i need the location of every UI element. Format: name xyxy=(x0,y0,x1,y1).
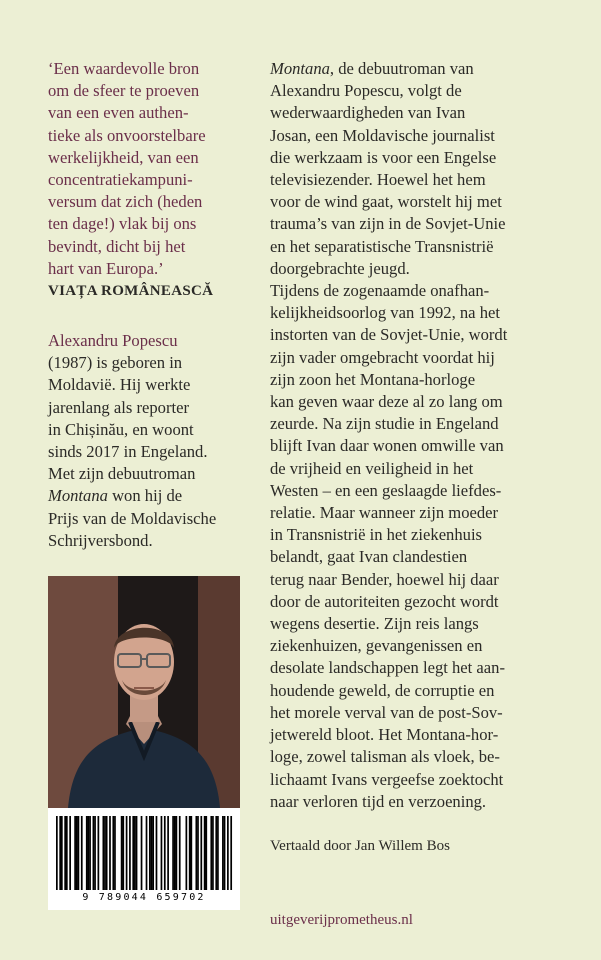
barcode-bar xyxy=(69,816,71,890)
barcode-bar xyxy=(88,816,90,890)
barcode-bar xyxy=(204,816,206,890)
barcode-bars xyxy=(48,808,240,890)
barcode-bar xyxy=(78,816,80,890)
barcode-bar xyxy=(102,816,104,890)
barcode-bar xyxy=(126,816,128,890)
isbn-digits: 9 789044 659702 xyxy=(82,892,206,903)
barcode-bar xyxy=(195,816,197,890)
barcode-bar xyxy=(197,816,199,890)
summary-book-title: Montana xyxy=(270,59,330,78)
barcode-bar xyxy=(106,816,108,890)
review-quote: ‘Een waardevolle bron om de sfeer te proeven van een even authen- tieke als onvoorstelbare werkelijkheid, van een concentratiekampuni- versum dat zich (heden ten dage!) vlak bij ons bevindt, dicht bij het hart van Europa.’ xyxy=(48,59,206,278)
barcode-bar xyxy=(152,816,154,890)
barcode-bar xyxy=(141,816,143,890)
barcode-bar xyxy=(93,816,95,890)
barcode-bar xyxy=(122,816,124,890)
barcode-bar xyxy=(109,816,111,890)
bio-text-part-2: won hij de Prijs van de Moldavische Schrijversbond. xyxy=(48,486,217,550)
right-column xyxy=(270,58,570,855)
barcode-bar xyxy=(81,816,83,890)
barcode-bar xyxy=(217,816,219,890)
summary-text: , de debuutroman van Alexandru Popescu, volgt de wederwaardigheden van Ivan Josan, een Moldavische journalist die werkzaam is voor een Engelse televisiezender. Hoewel het hem voor de wind gaat, worstelt hij met trauma’s van zijn in de Sovjet-Unie en het separatistische Transnistrië doorgebrachte jeugd. Tijdens de zogenaamde onafhan- kelijkheidsoorlog van 1992, na het instorten van de Sovjet-Unie, wordt zijn vader omgebracht voordat hij zijn zoon het Montana-horloge kan geven waar deze al zo lang om zeurde. Na zijn studie in Engeland blijft Ivan daar wonen omwille van de vrijheid en veiligheid in het Westen – en een geslaagde liefdes- relatie. Maar wanneer zijn moeder in Transnistrië in het ziekenhuis belandt, gaat Ivan clandestien terug naar Bender, hoewel hij daar door de autoriteiten gezocht wordt wegens desertie. Zijn reis langs ziekenhuizen, gevangenissen en desolate landschappen legt het aan- houdende geweld, de corruptie en het morele verval van de post-Sov- jetwereld bloot. Het Montana-hor- loge, zowel talisman als vloek, be- lichaamt Ivans vergeefse zoektocht naar verloren tijd en verzoening. xyxy=(270,59,508,811)
barcode-bar xyxy=(212,816,214,890)
barcode-bar xyxy=(161,816,163,890)
barcode-bar xyxy=(167,816,169,890)
barcode-bar xyxy=(224,816,226,890)
barcode-bar xyxy=(56,816,58,890)
barcode-bar xyxy=(134,816,136,890)
barcode-bar xyxy=(156,816,158,890)
barcode-bar xyxy=(89,816,91,890)
barcode-bar xyxy=(104,816,106,890)
barcode-bar xyxy=(61,816,63,890)
author-bio xyxy=(48,330,248,552)
bio-book-title: Montana xyxy=(48,486,108,506)
barcode-bar xyxy=(172,816,174,890)
barcode-bar xyxy=(59,816,61,890)
barcode-bar xyxy=(132,816,134,890)
barcode-bar xyxy=(98,816,100,890)
quote-source: VIAȚA ROMÂNEASCĂ xyxy=(48,283,214,300)
barcode-bar xyxy=(186,816,188,890)
bio-text-part-1: (1987) is geboren in Moldavië. Hij werkte jarenlang als reporter in Chișinău, en woont sinds 2017 in Engeland. Met zijn debuutroman xyxy=(48,353,208,484)
barcode-bar xyxy=(200,816,202,890)
barcode-bar xyxy=(222,816,224,890)
book-summary xyxy=(270,58,570,813)
author-name: Alexandru Popescu xyxy=(48,331,178,351)
barcode-bar xyxy=(164,816,166,890)
barcode-bar xyxy=(179,816,181,890)
barcode-bar xyxy=(76,816,78,890)
barcode-bar xyxy=(64,816,66,890)
barcode-bar xyxy=(176,816,178,890)
author-photo xyxy=(48,576,240,808)
translator-credit: Vertaald door Jan Willem Bos xyxy=(270,837,450,854)
barcode-bar xyxy=(189,816,191,890)
barcode-bar xyxy=(215,816,217,890)
barcode-bar xyxy=(210,816,212,890)
barcode-bar xyxy=(66,816,68,890)
barcode-bar xyxy=(129,816,131,890)
barcode-bar xyxy=(74,816,76,890)
barcode-bar xyxy=(94,816,96,890)
publisher-website[interactable]: uitgeverijprometheus.nl xyxy=(270,912,413,928)
isbn-barcode xyxy=(48,808,240,910)
barcode-bar xyxy=(227,816,229,890)
barcode-bar xyxy=(136,816,138,890)
barcode-bar xyxy=(230,816,232,890)
left-column xyxy=(48,58,248,552)
barcode-bar xyxy=(146,816,148,890)
barcode-bar xyxy=(151,816,153,890)
barcode-bar xyxy=(112,816,114,890)
barcode-bar xyxy=(114,816,116,890)
barcode-bar xyxy=(149,816,151,890)
barcode-bar xyxy=(86,816,88,890)
barcode-bar xyxy=(205,816,207,890)
barcode-bar xyxy=(174,816,176,890)
barcode-bar xyxy=(121,816,123,890)
barcode-bar xyxy=(190,816,192,890)
